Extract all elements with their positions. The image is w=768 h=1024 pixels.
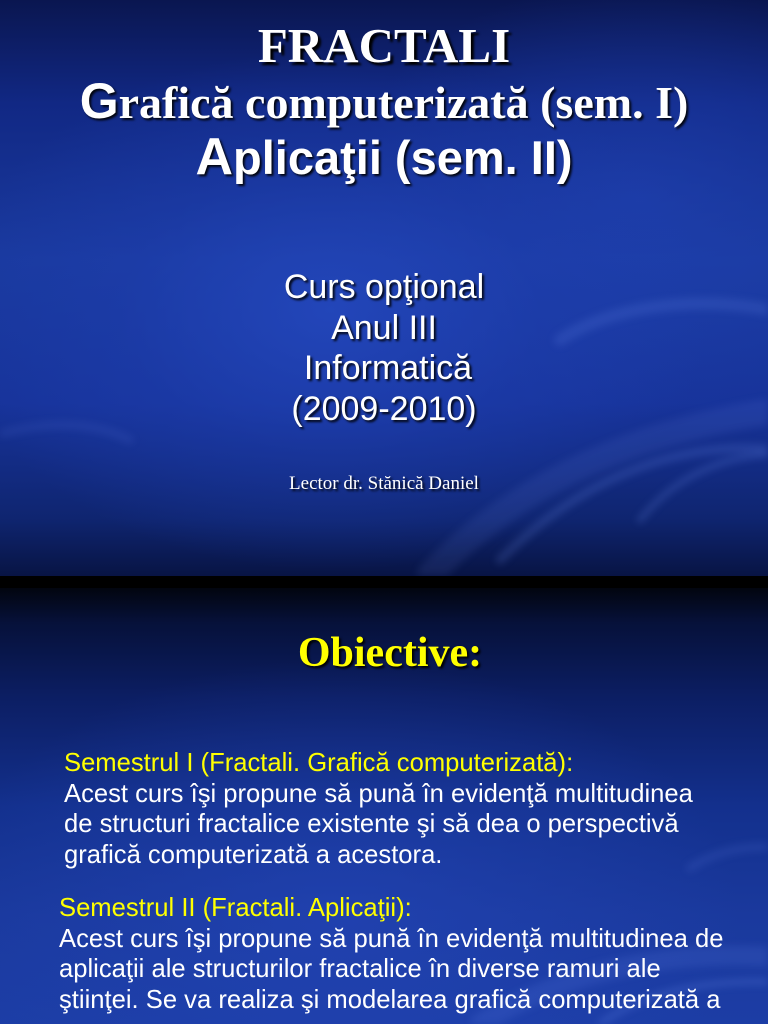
course-specialization: Informatică xyxy=(303,349,473,387)
objective-text-line: aplicaţii ale structurilor fractalice în diverse ramuri ale xyxy=(59,955,661,984)
objective-text-line: Acest curs îşi propune să pună în evidenţă multitudinea xyxy=(64,779,693,808)
course-year: Anul III xyxy=(331,308,437,347)
slide-separator xyxy=(0,576,768,588)
objective-text-line: de structuri fractalice existente şi să dea o perspectivă xyxy=(64,810,679,839)
author-name: Lector dr. Stănică Daniel xyxy=(289,473,479,494)
objective-text-line: Acest curs îşi propune să pună în evidenţă multitudinea de xyxy=(59,924,724,953)
objective-text-line: grafică computerizată a acestora. xyxy=(64,841,443,870)
course-type: Curs opţional xyxy=(283,268,485,306)
slide-title: Obiective: xyxy=(297,630,483,676)
subtitle-semester-1: Grafică computerizată (sem. I) xyxy=(79,73,689,129)
objectives-slide xyxy=(0,588,768,1024)
objective-heading: Semestrul I (Fractali. Grafică computerizată): xyxy=(64,749,574,777)
objective-heading: Semestrul II (Fractali. Aplicaţii): xyxy=(59,894,412,922)
academic-year: (2009-2010) xyxy=(291,389,477,428)
objective-text-line: ştiinţei. Se va realiza şi modelarea grafică computerizată a xyxy=(59,986,721,1015)
slide-title: FRACTALI xyxy=(257,18,511,73)
subtitle-semester-2: Aplicaţii (sem. II) xyxy=(195,128,573,186)
course-info xyxy=(0,267,768,429)
objective-semester-2 xyxy=(59,893,723,1016)
objective-semester-1 xyxy=(64,748,693,871)
